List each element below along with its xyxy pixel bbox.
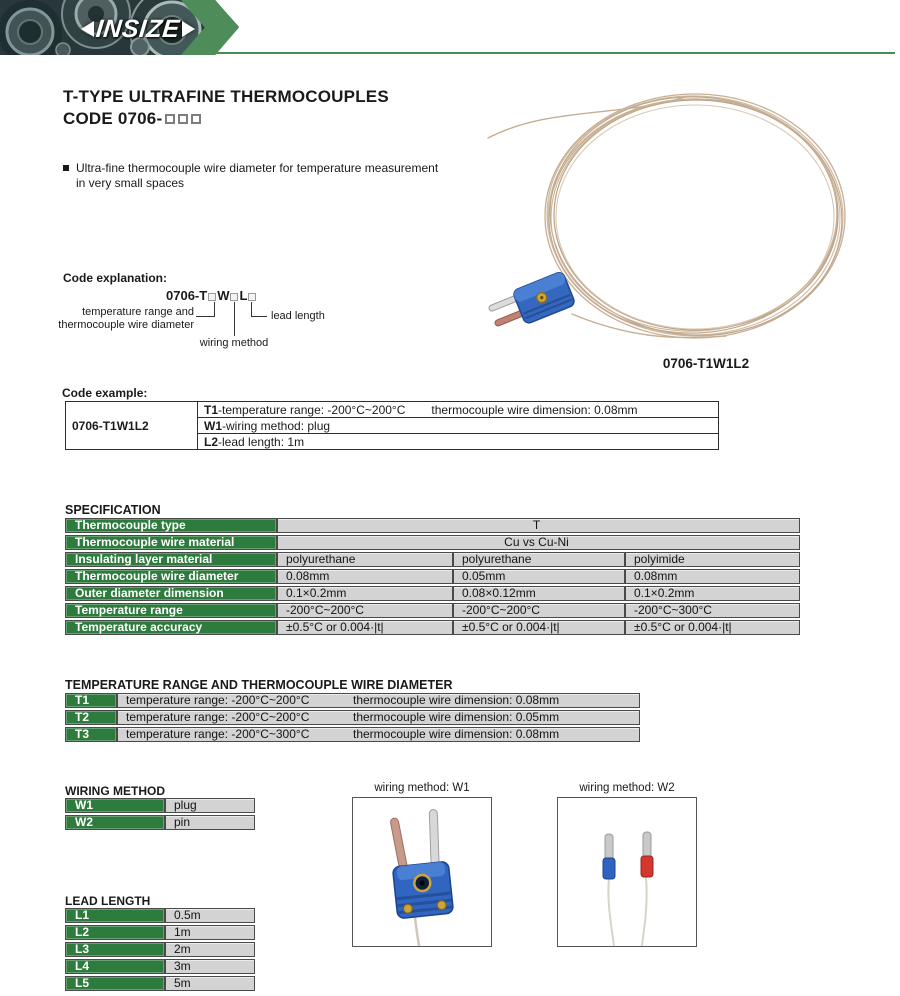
code-placeholder-box: [208, 293, 216, 301]
logo-right-arrow-icon: [182, 21, 195, 37]
page-title-line1: T-TYPE ULTRAFINE THERMOCOUPLES: [63, 87, 389, 106]
label-lead-length: lead length: [271, 310, 325, 322]
table-row: [65, 620, 800, 635]
code-placeholder-box: [191, 114, 201, 124]
table-row: [65, 535, 800, 550]
temp-value: [117, 693, 640, 708]
code-placeholder-box: [248, 293, 256, 301]
spec-value: ±0.5°C or 0.004·|t|: [277, 620, 453, 635]
temp-dim-text: thermocouple wire dimension: 0.08mm: [353, 727, 560, 741]
code-seg-2: W: [217, 288, 230, 303]
spec-label: Thermocouple wire material: [65, 535, 277, 550]
code-seg-3: L: [239, 288, 248, 303]
code-prefix: W1: [204, 418, 222, 433]
table-row: [65, 710, 640, 725]
wiring-value: plug: [165, 798, 255, 813]
table-row: [65, 976, 255, 991]
spec-value: ±0.5°C or 0.004·|t|: [625, 620, 800, 635]
spec-label: Temperature range: [65, 603, 277, 618]
code-seg-1: 0706-T: [166, 288, 208, 303]
spec-value: -200°C~200°C: [277, 603, 453, 618]
temp-range-text: temperature range: -200°C~200°C: [126, 693, 310, 707]
table-row: [65, 603, 800, 618]
lead-code: L3: [65, 942, 165, 957]
temp-value: [117, 710, 640, 725]
code-text: -lead length: 1m: [218, 434, 305, 449]
code-example-line: [198, 402, 719, 418]
spec-value: Cu vs Cu-Ni: [277, 535, 800, 550]
spec-value: 0.05mm: [453, 569, 625, 584]
specification-table: [65, 516, 800, 637]
table-row: [65, 586, 800, 601]
specification-heading: SPECIFICATION: [65, 503, 161, 517]
connector-line: [251, 302, 252, 317]
table-row: [65, 693, 640, 708]
lead-value: 3m: [165, 959, 255, 974]
lead-code: L2: [65, 925, 165, 940]
pin-terminal-blue: [603, 834, 615, 879]
lead-code: L4: [65, 959, 165, 974]
insize-logo: [50, 15, 226, 43]
code-prefix: L2: [204, 434, 219, 449]
table-row: [65, 959, 255, 974]
spec-value: 0.08mm: [277, 569, 453, 584]
code-placeholder-box: [165, 114, 175, 124]
temp-code: T1: [65, 693, 117, 708]
temp-dim-text: thermocouple wire dimension: 0.05mm: [353, 710, 560, 724]
lead-code: L5: [65, 976, 165, 991]
label-left-line1: temperature range and: [82, 306, 194, 318]
plug-photo: [353, 798, 491, 946]
spec-value: polyimide: [625, 552, 800, 567]
spec-label: Thermocouple type: [65, 518, 277, 533]
spec-value: 0.1×0.2mm: [277, 586, 453, 601]
spec-label: Outer diameter dimension: [65, 586, 277, 601]
lead-length-table: [65, 906, 255, 993]
connector-line: [251, 316, 267, 317]
table-row: [65, 925, 255, 940]
code-example-code: 0706-T1W1L2: [66, 402, 198, 450]
code-placeholder-box: [178, 114, 188, 124]
code-text: -wiring method: plug: [222, 418, 331, 433]
code-example-heading: Code example:: [62, 386, 148, 400]
code-example-table: [65, 401, 719, 450]
plug-connector: [486, 271, 576, 335]
temp-code: T3: [65, 727, 117, 742]
bullet-square-icon: [63, 165, 69, 171]
spec-value: -200°C~300°C: [625, 603, 800, 618]
page-title-code-line: [63, 108, 389, 130]
lead-code: L1: [65, 908, 165, 923]
feature-bullet-text: Ultra-fine thermocouple wire diameter for temperature measurement in very small spaces: [76, 161, 439, 190]
table-row: [65, 942, 255, 957]
spec-value: polyurethane: [277, 552, 453, 567]
page-title-code-prefix: CODE 0706-: [63, 109, 163, 128]
logo-left-arrow-icon: [81, 21, 94, 37]
connector-line: [234, 302, 235, 336]
spec-value: T: [277, 518, 800, 533]
temp-range-heading: TEMPERATURE RANGE AND THERMOCOUPLE WIRE DIAMETER: [65, 678, 453, 692]
spec-label: Thermocouple wire diameter: [65, 569, 277, 584]
spec-value: 0.1×0.2mm: [625, 586, 800, 601]
table-row: [65, 798, 255, 813]
spec-value: -200°C~200°C: [453, 603, 625, 618]
code-prefix: T1: [204, 402, 219, 417]
wiring-code: W1: [65, 798, 165, 813]
temp-code: T2: [65, 710, 117, 725]
logo-text: INSIZE: [94, 14, 182, 43]
table-row: [65, 552, 800, 567]
code-text: -temperature range: -200°C~200°C: [218, 402, 406, 417]
spec-label: Insulating layer material: [65, 552, 277, 567]
lead-value: 1m: [165, 925, 255, 940]
product-caption: 0706-T1W1L2: [662, 356, 750, 371]
wiring-value: pin: [165, 815, 255, 830]
spec-value: ±0.5°C or 0.004·|t|: [453, 620, 625, 635]
table-row: [65, 518, 800, 533]
wiring-code: W2: [65, 815, 165, 830]
pin-terminal-red: [641, 832, 653, 877]
connector-line: [196, 316, 215, 317]
table-row: [65, 908, 255, 923]
wiring-w1-caption: wiring method: W1: [374, 782, 470, 794]
code-example-line: [198, 434, 719, 450]
code-extra: thermocouple wire dimension: 0.08mm: [431, 402, 638, 417]
wiring-method-table: [65, 796, 255, 832]
lead-value: 2m: [165, 942, 255, 957]
feature-bullet: [63, 161, 443, 191]
temp-dim-text: thermocouple wire dimension: 0.08mm: [353, 693, 560, 707]
wiring-w2-image: [557, 797, 697, 947]
label-wiring-method: wiring method: [199, 337, 269, 349]
code-placeholder-box: [230, 293, 238, 301]
spec-value: 0.08×0.12mm: [453, 586, 625, 601]
spec-label: Temperature accuracy: [65, 620, 277, 635]
lead-length-heading: LEAD LENGTH: [65, 894, 151, 908]
wiring-w2-caption: wiring method: W2: [579, 782, 675, 794]
wiring-w1-image: [352, 797, 492, 947]
table-row: [65, 815, 255, 830]
table-row: [65, 569, 800, 584]
label-temp-range-wire-diameter: [40, 306, 194, 332]
table-row: [65, 727, 640, 742]
spec-value: 0.08mm: [625, 569, 800, 584]
connector-line: [214, 302, 215, 317]
table-row: [66, 402, 719, 418]
code-example-line: [198, 418, 719, 434]
temp-value: [117, 727, 640, 742]
wiring-method-heading: WIRING METHOD: [65, 784, 165, 798]
lead-value: 0.5m: [165, 908, 255, 923]
temp-range-table: [65, 691, 640, 744]
temp-range-text: temperature range: -200°C~300°C: [126, 727, 310, 741]
label-left-line2: thermocouple wire diameter: [58, 319, 194, 331]
code-explanation-code: [166, 288, 257, 303]
pin-photo: [558, 798, 696, 946]
code-explanation-heading: Code explanation:: [63, 271, 168, 285]
spec-value: polyurethane: [453, 552, 625, 567]
temp-range-text: temperature range: -200°C~200°C: [126, 710, 310, 724]
lead-value: 5m: [165, 976, 255, 991]
page-title: [63, 86, 389, 130]
product-photo-thermocouple-coil: [480, 76, 890, 354]
